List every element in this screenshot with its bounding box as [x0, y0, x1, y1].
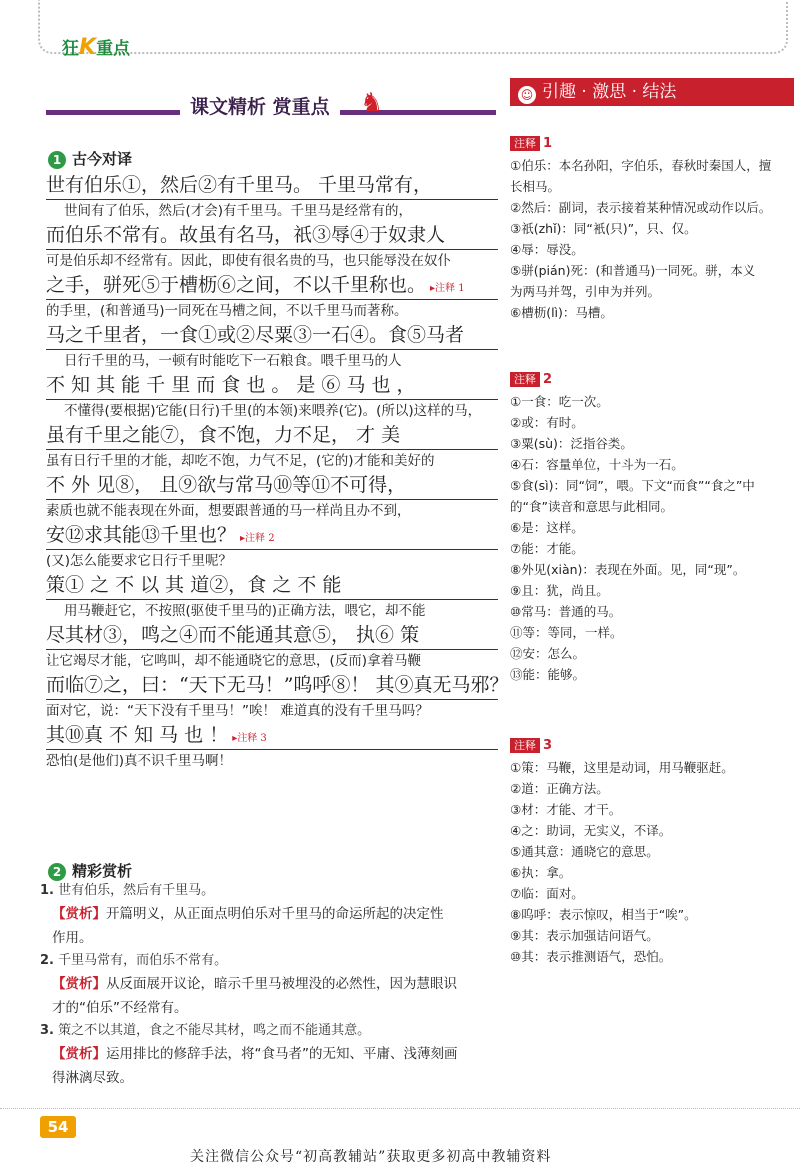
note-item: ②然后：副词，表示接着某种情况或动作以后。 — [510, 200, 772, 215]
original-line: 马之千里者，一食①或②尽粟③一石④。食⑤马者 — [46, 322, 498, 350]
analysis-quote: 3. 策之不以其道，食之不能尽其材，鸣之而不能通其意。 — [40, 1023, 371, 1038]
part1-heading: 1 古今对译 — [48, 148, 132, 169]
note-item: 的“食”读音和意思与此相同。 — [510, 499, 673, 514]
note-item: ⑥执：拿。 — [510, 865, 572, 880]
right-header: ☺ 引趣 · 激思 · 结法 — [510, 78, 794, 106]
note-item: ①策：马鞭，这里是动词，用马鞭驱赶。 — [510, 760, 734, 775]
translation-line: 恐怕(是他们)真不识千里马啊！ — [46, 753, 233, 769]
analysis-text: 【赏析】运用排比的修辞手法，将“食马者”的无知、平庸、浅薄刻画 得淋漓尽致。 — [52, 1046, 458, 1086]
note-item: ⑬能：能够。 — [510, 667, 586, 682]
note-item: ⑥是：这样。 — [510, 520, 584, 535]
translation-line: 不懂得(要根据)它能(日行)千里(的本领)来喂养(它)。(所以)这样的马， — [64, 403, 482, 419]
analysis-text: 【赏析】开篇明义，从正面点明伯乐对千里马的命运所起的决定性 作用。 — [52, 906, 444, 946]
note-ref-link[interactable]: ▸注释 1 — [430, 283, 465, 294]
note-item: ④石：容量单位，十斗为一石。 — [510, 457, 684, 472]
notes-1 — [510, 132, 794, 323]
note-item: ④之：助词，无实义，不译。 — [510, 823, 672, 838]
note-item: ⑤通其意：通晓它的意思。 — [510, 844, 659, 859]
part2-number: 2 — [48, 863, 66, 881]
translation-line: 世间有了伯乐，然后(才会)有千里马。千里马是经常有的， — [64, 203, 413, 219]
part2-heading: 2 精彩赏析 — [48, 860, 132, 881]
note-item: ④辱：辱没。 — [510, 242, 584, 257]
analysis-quote: 2. 千里马常有，而伯乐不常有。 — [40, 953, 228, 968]
translation-lines — [46, 172, 509, 772]
note-item: ③祇(zhǐ)：同“衹(只)”，只、仅。 — [510, 221, 697, 236]
note-heading: 注释 2 — [510, 368, 794, 387]
note-item: ③材：才能、才干。 — [510, 802, 622, 817]
note-item: ①一食：吃一次。 — [510, 394, 609, 409]
note-ref-link[interactable]: ▸注释 3 — [232, 733, 267, 744]
note-item: ⑦临：面对。 — [510, 886, 584, 901]
original-line: 尽其材③，鸣之④而不能通其意⑤， 执⑥ 策 — [46, 622, 498, 650]
note-item: ⑧外见(xiàn)：表现在外面。见，同“现”。 — [510, 562, 746, 577]
note-item: ③粟(sù)：泛指谷类。 — [510, 436, 633, 451]
section-title: 课文精析 赏重点 — [180, 92, 340, 119]
original-line: 其⑩真 不 知 马 也 ！ ▸注释 3 — [46, 722, 498, 750]
runner-icon: ♞ — [360, 88, 384, 118]
translation-line: 虽有日行千里的才能，却吃不饱，力气不足，(它的)才能和美好的 — [46, 453, 435, 469]
original-line: 而临⑦之，曰：“天下无马！”呜呼⑧！ 其⑨真无马邪？ — [46, 672, 498, 700]
note-item: ⑨其：表示加强诘问语气。 — [510, 928, 659, 943]
translation-line: 可是伯乐却不经常有。因此，即使有很名贵的马，也只能辱没在奴仆 — [46, 253, 451, 269]
note-item: 为两马并驾，引申为并列。 — [510, 284, 661, 299]
note-item: ⑤骈(pián)死：(和普通马)一同死。骈，本义 — [510, 263, 756, 278]
note-item: ⑤食(sì)：同“饲”，喂。下文“而食”“食之”中 — [510, 478, 755, 493]
note-heading: 注释 1 — [510, 132, 794, 151]
note-item: ⑩其：表示推测语气，恐怕。 — [510, 949, 672, 964]
note-item: ⑦能：才能。 — [510, 541, 584, 556]
note-item: 长相马。 — [510, 179, 561, 194]
translation-line: 用马鞭赶它，不按照(驱使千里马的)正确方法，喂它，却不能 — [64, 603, 426, 619]
note-item: ②道：正确方法。 — [510, 781, 609, 796]
part1-number: 1 — [48, 151, 66, 169]
translation-line: 让它竭尽才能，它鸣叫，却不能通晓它的意思，(反而)拿着马鞭 — [46, 653, 422, 669]
bottom-divider — [0, 1108, 800, 1109]
analysis-text: 【赏析】从反面展开议论，暗示千里马被埋没的必然性，因为慧眼识 才的“伯乐”不经常有。 — [52, 976, 457, 1016]
note-item: ⑥槽枥(lì)：马槽。 — [510, 305, 613, 320]
brand-logo: 狂K重点 — [62, 35, 131, 60]
page-number: 54 — [40, 1116, 76, 1138]
note-item: ⑨且：犹，尚且。 — [510, 583, 609, 598]
original-line: 安⑫求其能⑬千里也？ ▸注释 2 — [46, 522, 498, 550]
note-heading: 注释 3 — [510, 734, 794, 753]
top-frame — [38, 0, 788, 54]
note-item: ⑫安：怎么。 — [510, 646, 586, 661]
translation-line: (又)怎么能要求它日行千里呢？ — [46, 553, 233, 569]
note-item: ⑩常马：普通的马。 — [510, 604, 622, 619]
smile-icon: ☺ — [518, 86, 536, 104]
analysis-list — [40, 880, 500, 1090]
original-line: 之手，骈死⑤于槽枥⑥之间，不以千里称也。 ▸注释 1 — [46, 272, 498, 300]
notes-3 — [510, 734, 794, 967]
translation-line: 素质也就不能表现在外面，想要跟普通的马一样尚且办不到， — [46, 503, 411, 519]
note-item: ⑪等：等同，一样。 — [510, 625, 623, 640]
original-line: 不 外 见⑧， 且⑨欲与常马⑩等⑪不可得， — [46, 472, 498, 500]
original-line: 策① 之 不 以 其 道②，食 之 不 能 — [46, 572, 498, 600]
translation-line: 日行千里的马，一顿有时能吃下一石粮食。喂千里马的人 — [64, 353, 402, 369]
original-line: 虽有千里之能⑦，食不饱，力不足， 才 美 — [46, 422, 498, 450]
original-line: 不 知 其 能 千 里 而 食 也 。 是 ⑥ 马 也 ， — [46, 372, 498, 400]
note-item: ①伯乐：本名孙阳，字伯乐，春秋时秦国人，擅 — [510, 158, 772, 173]
note-ref-link[interactable]: ▸注释 2 — [240, 533, 275, 544]
note-item: ②或：有时。 — [510, 415, 584, 430]
notes-2 — [510, 368, 794, 685]
translation-line: 面对它，说：“天下没有千里马！”唉！ 难道真的没有千里马吗？ — [46, 703, 429, 719]
original-line: 而伯乐不常有。故虽有名马，祇③辱④于奴隶人 — [46, 222, 498, 250]
original-line: 世有伯乐①，然后②有千里马。 千里马常有， — [46, 172, 498, 200]
footer-text: 关注微信公众号“初高教辅站”获取更多初高中教辅资料 — [190, 1149, 552, 1165]
analysis-quote: 1. 世有伯乐，然后有千里马。 — [40, 883, 215, 898]
note-item: ⑧呜呼：表示惊叹，相当于“唉”。 — [510, 907, 697, 922]
translation-line: 的手里，(和普通马)一同死在马槽之间，不以千里马而著称。 — [46, 303, 408, 319]
